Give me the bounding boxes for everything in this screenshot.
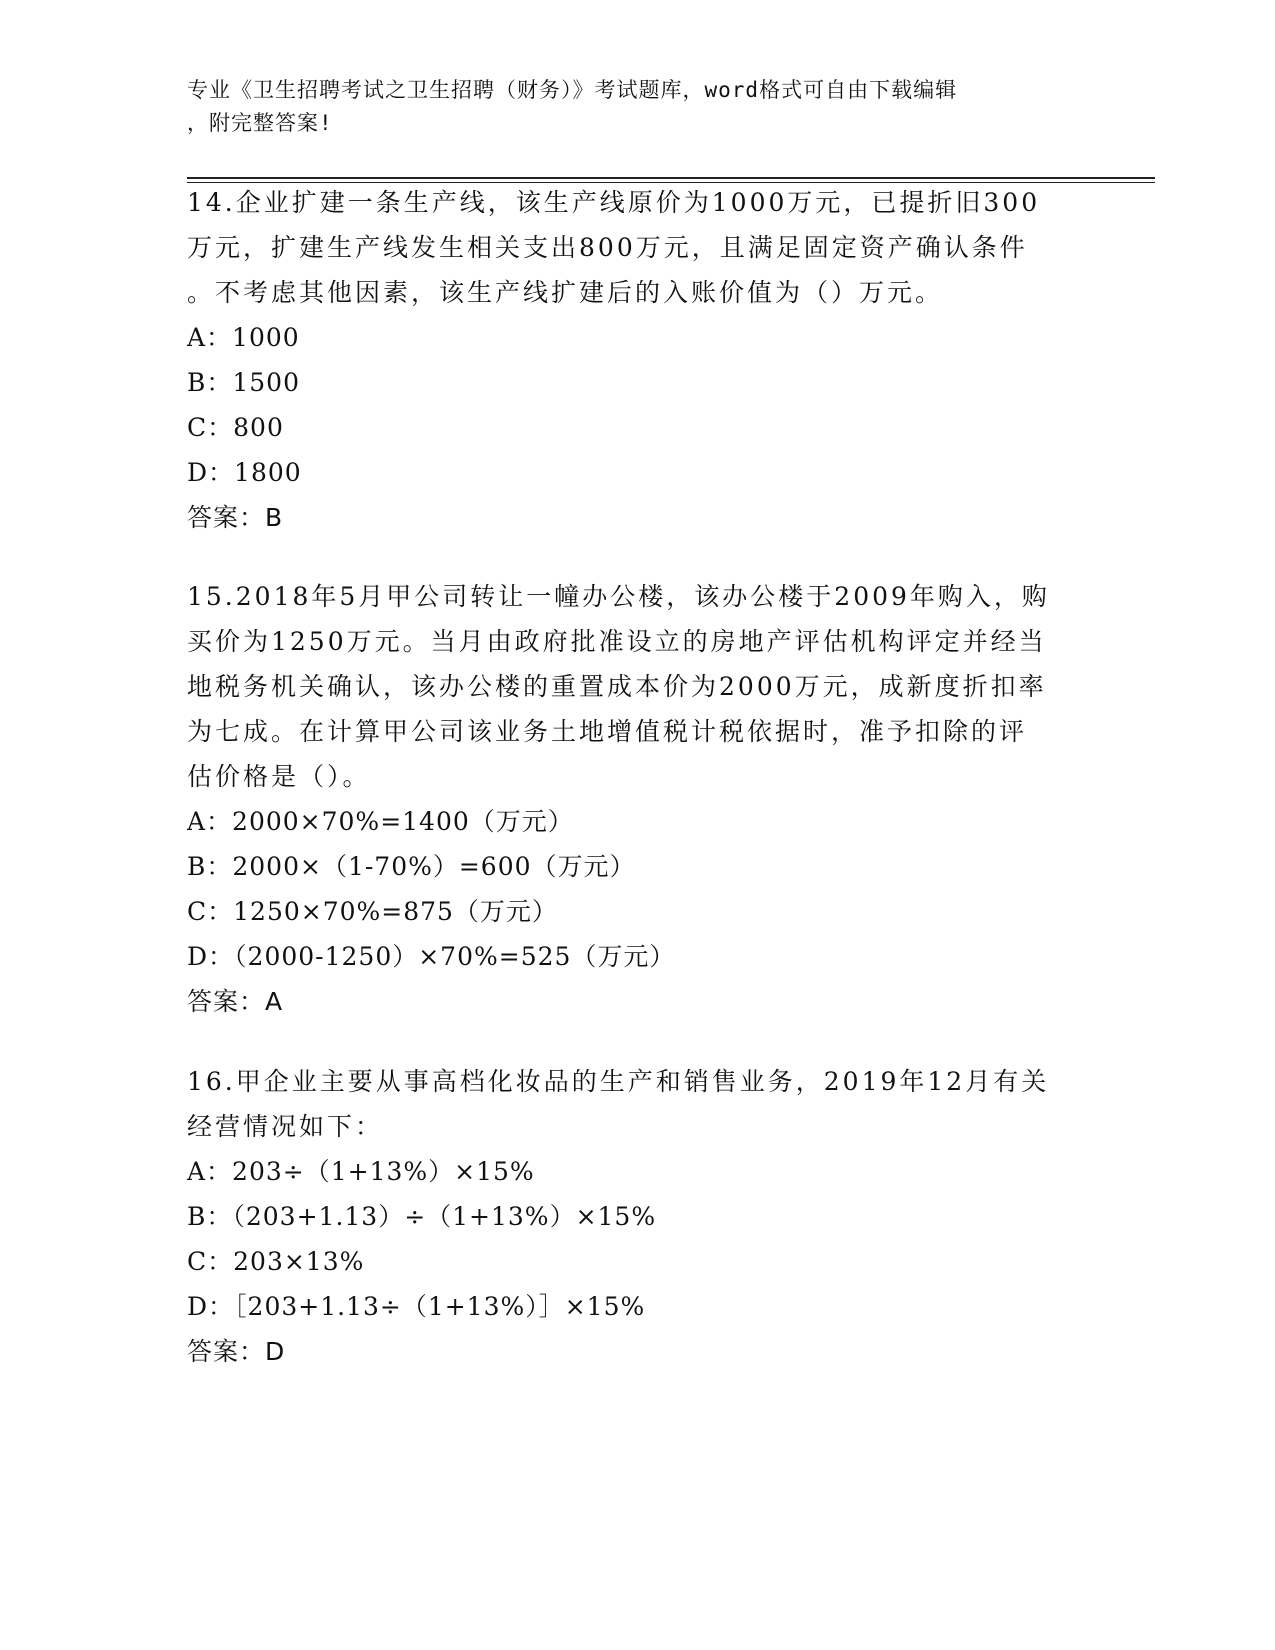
document-header bbox=[187, 74, 1067, 140]
option-list bbox=[187, 799, 1077, 979]
header-divider-thick bbox=[187, 177, 1155, 179]
header-line-1: 专业《卫生招聘考试之卫生招聘（财务）》考试题库，word格式可自由下载编辑 bbox=[187, 78, 958, 102]
option-list bbox=[187, 1149, 1077, 1329]
answer: 答案：D bbox=[187, 1337, 286, 1366]
option-b: B：2000×（1-70%）=600（万元） bbox=[187, 852, 636, 881]
question-stem bbox=[187, 574, 1077, 799]
stem-line: 15.2018年5月甲公司转让一幢办公楼，该办公楼于2009年购入，购 bbox=[187, 582, 1050, 611]
answer: 答案：B bbox=[187, 503, 284, 532]
stem-line: 经营情况如下： bbox=[187, 1112, 384, 1141]
answer: 答案：A bbox=[187, 987, 284, 1016]
question-stem bbox=[187, 1059, 1077, 1149]
question-15 bbox=[187, 574, 1077, 1024]
question-14 bbox=[187, 180, 1077, 540]
question-16 bbox=[187, 1059, 1077, 1374]
option-c: C：1250×70%=875（万元） bbox=[187, 897, 558, 926]
option-d: D：（2000-1250）×70%=525（万元） bbox=[187, 942, 676, 971]
stem-line: 万元，扩建生产线发生相关支出800万元，且满足固定资产确认条件 bbox=[187, 233, 1028, 262]
option-a: A：1000 bbox=[187, 323, 300, 352]
question-stem bbox=[187, 180, 1077, 315]
option-d: D：1800 bbox=[187, 458, 302, 487]
option-list bbox=[187, 315, 1077, 495]
stem-line: 买价为1250万元。当月由政府批准设立的房地产评估机构评定并经当 bbox=[187, 627, 1047, 656]
option-c: C：203×13% bbox=[187, 1247, 365, 1276]
option-a: A：2000×70%=1400（万元） bbox=[187, 807, 574, 836]
stem-line: 为七成。在计算甲公司该业务土地增值税计税依据时，准予扣除的评 bbox=[187, 717, 1028, 746]
stem-line: 16.甲企业主要从事高档化妆品的生产和销售业务，2019年12月有关 bbox=[187, 1067, 1050, 1096]
stem-line: 估价格是（）。 bbox=[187, 762, 371, 791]
option-a: A：203÷（1+13%）×15% bbox=[187, 1157, 535, 1186]
stem-line: 14.企业扩建一条生产线，该生产线原价为1000万元，已提折旧300 bbox=[187, 188, 1041, 217]
option-c: C：800 bbox=[187, 413, 284, 442]
option-b: B：（203+1.13）÷（1+13%）×15% bbox=[187, 1202, 657, 1231]
stem-line: 。不考虑其他因素，该生产线扩建后的入账价值为（）万元。 bbox=[187, 278, 944, 307]
option-d: D：［203+1.13÷（1+13%）］×15% bbox=[187, 1292, 646, 1321]
option-b: B：1500 bbox=[187, 368, 300, 397]
header-line-2: ，附完整答案! bbox=[187, 111, 333, 135]
stem-line: 地税务机关确认，该办公楼的重置成本价为2000万元，成新度折扣率 bbox=[187, 672, 1047, 701]
